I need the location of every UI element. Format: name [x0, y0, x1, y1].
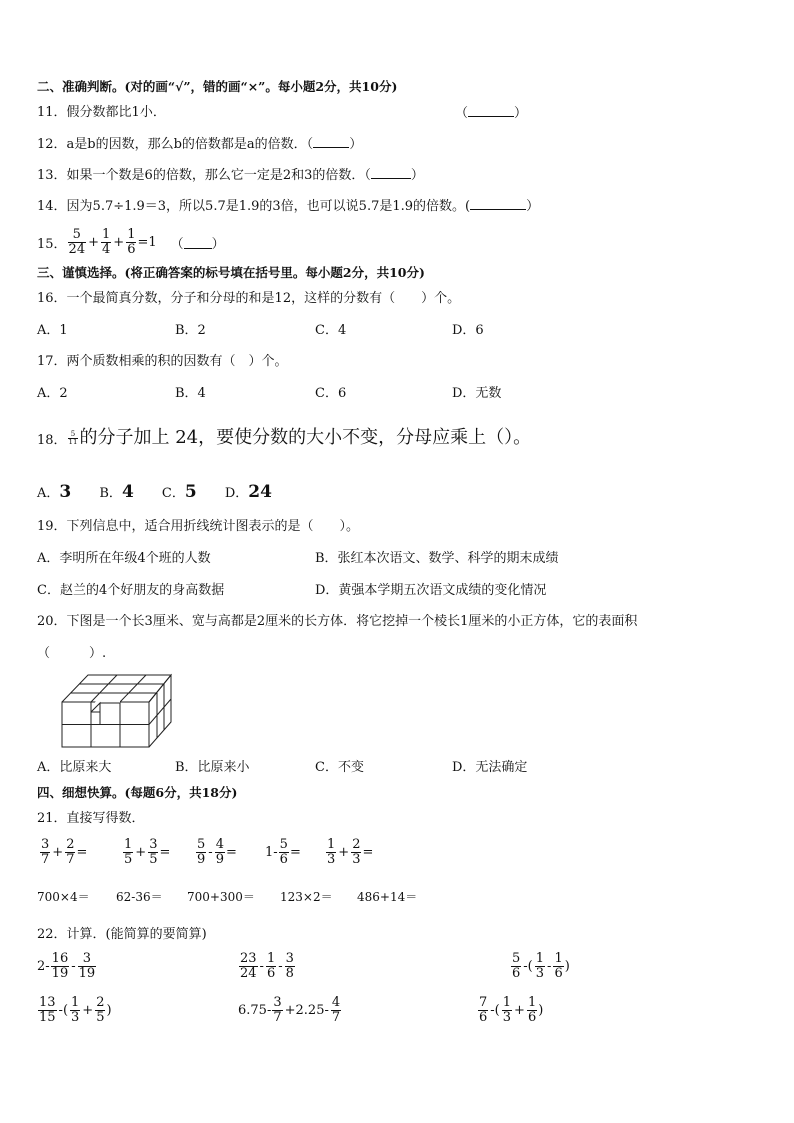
mental-calc-row2-2: 62-36＝: [116, 890, 163, 904]
option-d[interactable]: D．24: [224, 482, 272, 502]
mental-calc-2: $\frac{1}{5}$ + $\frac{3}{5}$ =: [124, 837, 171, 867]
question-14: 14．因为5.7÷1.9＝3，所以5.7是1.9的3倍，也可以说5.7是1.9的倍数。( ）: [37, 199, 540, 214]
question-13: 13．如果一个数是6的倍数，那么它一定是2和3的倍数．（ ）: [37, 168, 424, 183]
mental-calc-row2-4: 123×2＝: [280, 890, 333, 904]
calc-4: $\frac{13}{15}$ -( $\frac{1}{3}$ + $\frac{2}{5}$ ): [39, 995, 112, 1025]
question-20-blank: （ ）.: [37, 646, 107, 661]
question-19: 19．下列信息中，适合用折线统计图表示的是（ ）。: [37, 519, 360, 534]
question-18: 18． $\frac{5}{11}$ 的分子加上 24，要使分数的大小不变，分母应乘上（）。: [37, 427, 532, 448]
option-a[interactable]: A．2: [37, 386, 68, 401]
question-11-text: 11．假分数都比1小．: [37, 105, 166, 120]
question-11-answer[interactable]: （ ）: [455, 106, 528, 121]
option-d[interactable]: D．6: [452, 323, 484, 338]
option-b[interactable]: B．4: [175, 386, 206, 401]
option-d[interactable]: D．无数: [452, 386, 502, 401]
option-b[interactable]: B．张红本次语文、数学、科学的期末成绩: [315, 551, 559, 566]
option-a[interactable]: A．李明所在年级4个班的人数: [37, 551, 211, 566]
option-c[interactable]: C．赵兰的4个好朋友的身高数据: [37, 583, 225, 598]
calc-1: 2- $\frac{16}{19}$ - $\frac{3}{19}$: [37, 951, 96, 981]
option-a[interactable]: A．3: [37, 482, 72, 502]
question-16: 16．一个最简真分数，分子和分母的和是12，这样的分数有（ ）个。: [37, 291, 461, 306]
calc-2: $\frac{23}{24}$ - $\frac{1}{6}$ - $\frac{3}{8}$: [240, 951, 294, 981]
answer-blank[interactable]: [371, 166, 411, 179]
option-b[interactable]: B．2: [175, 323, 206, 338]
mental-calc-row2-3: 700+300＝: [187, 890, 255, 904]
calc-5: 6.75- $\frac{3}{7}$ +2.25- $\frac{4}{7}$: [238, 995, 341, 1025]
question-18-options: [37, 482, 272, 504]
option-a[interactable]: A．比原来大: [37, 760, 112, 775]
section-4-heading: 四、细想快算。(每题6分，共18分): [37, 785, 238, 800]
answer-blank[interactable]: [468, 104, 514, 117]
option-d[interactable]: D．黄强本学期五次语文成绩的变化情况: [315, 583, 547, 598]
calc-6: $\frac{7}{6}$ -( $\frac{1}{3}$ + $\frac{1}{6}$ ): [479, 995, 544, 1025]
calc-3: $\frac{5}{6}$ -( $\frac{1}{3}$ - $\frac{1}{6}$ ): [512, 951, 570, 981]
fraction: $\frac{5}{24}$: [68, 226, 86, 257]
question-17: 17．两个质数相乘的积的因数有（ ）个。: [37, 354, 288, 369]
mental-calc-5: $\frac{1}{3}$ + $\frac{2}{3}$ =: [327, 837, 374, 867]
question-11: [37, 104, 166, 122]
section-2-heading: 二、准确判断。(对的画“√”，错的画“×”。每小题2分，共10分): [37, 79, 398, 94]
mental-calc-3: $\frac{5}{9}$ - $\frac{4}{9}$ =: [197, 837, 237, 867]
question-22: 22．计算．(能简算的要简算): [37, 927, 207, 942]
answer-blank[interactable]: [470, 197, 526, 210]
question-12: 12．a是b的因数，那么b的倍数都是a的倍数．（ ）: [37, 137, 363, 152]
option-b[interactable]: B．比原来小: [175, 760, 250, 775]
option-d[interactable]: D．无法确定: [452, 760, 528, 775]
option-c[interactable]: C．6: [315, 386, 347, 401]
fraction: $\frac{5}{11}$: [68, 429, 78, 446]
fraction: $\frac{1}{4}$: [102, 226, 111, 257]
answer-blank[interactable]: [184, 236, 212, 249]
option-c[interactable]: C．4: [315, 323, 347, 338]
question-20: 20．下图是一个长3厘米、宽与高都是2厘米的长方体．将它挖掉一个棱长1厘米的小正方体，它的表面积: [37, 614, 638, 629]
question-21: 21．直接写得数．: [37, 811, 145, 826]
answer-blank[interactable]: [313, 135, 349, 148]
mental-calc-4: 1- $\frac{5}{6}$ =: [265, 837, 301, 867]
mental-calc-row2-1: 700×4＝: [37, 890, 90, 904]
mental-calc-row2-5: 486+14＝: [357, 890, 418, 904]
mental-calc-1: $\frac{3}{7}$ + $\frac{2}{7}$ =: [41, 837, 88, 867]
option-c[interactable]: C．不变: [315, 760, 364, 775]
fraction: $\frac{1}{6}$: [127, 226, 136, 257]
option-c[interactable]: C．5: [161, 482, 197, 502]
cuboid-figure: [60, 672, 175, 750]
question-15: 15． $\frac{5}{24}$ + $\frac{1}{4}$ + $\frac{1}{6}$ =1 （ ）: [37, 226, 225, 257]
section-3-heading: 三、谨慎选择。(将正确答案的标号填在括号里。每小题2分，共10分): [37, 265, 425, 280]
option-b[interactable]: B．4: [99, 482, 134, 502]
option-a[interactable]: A．1: [37, 323, 68, 338]
